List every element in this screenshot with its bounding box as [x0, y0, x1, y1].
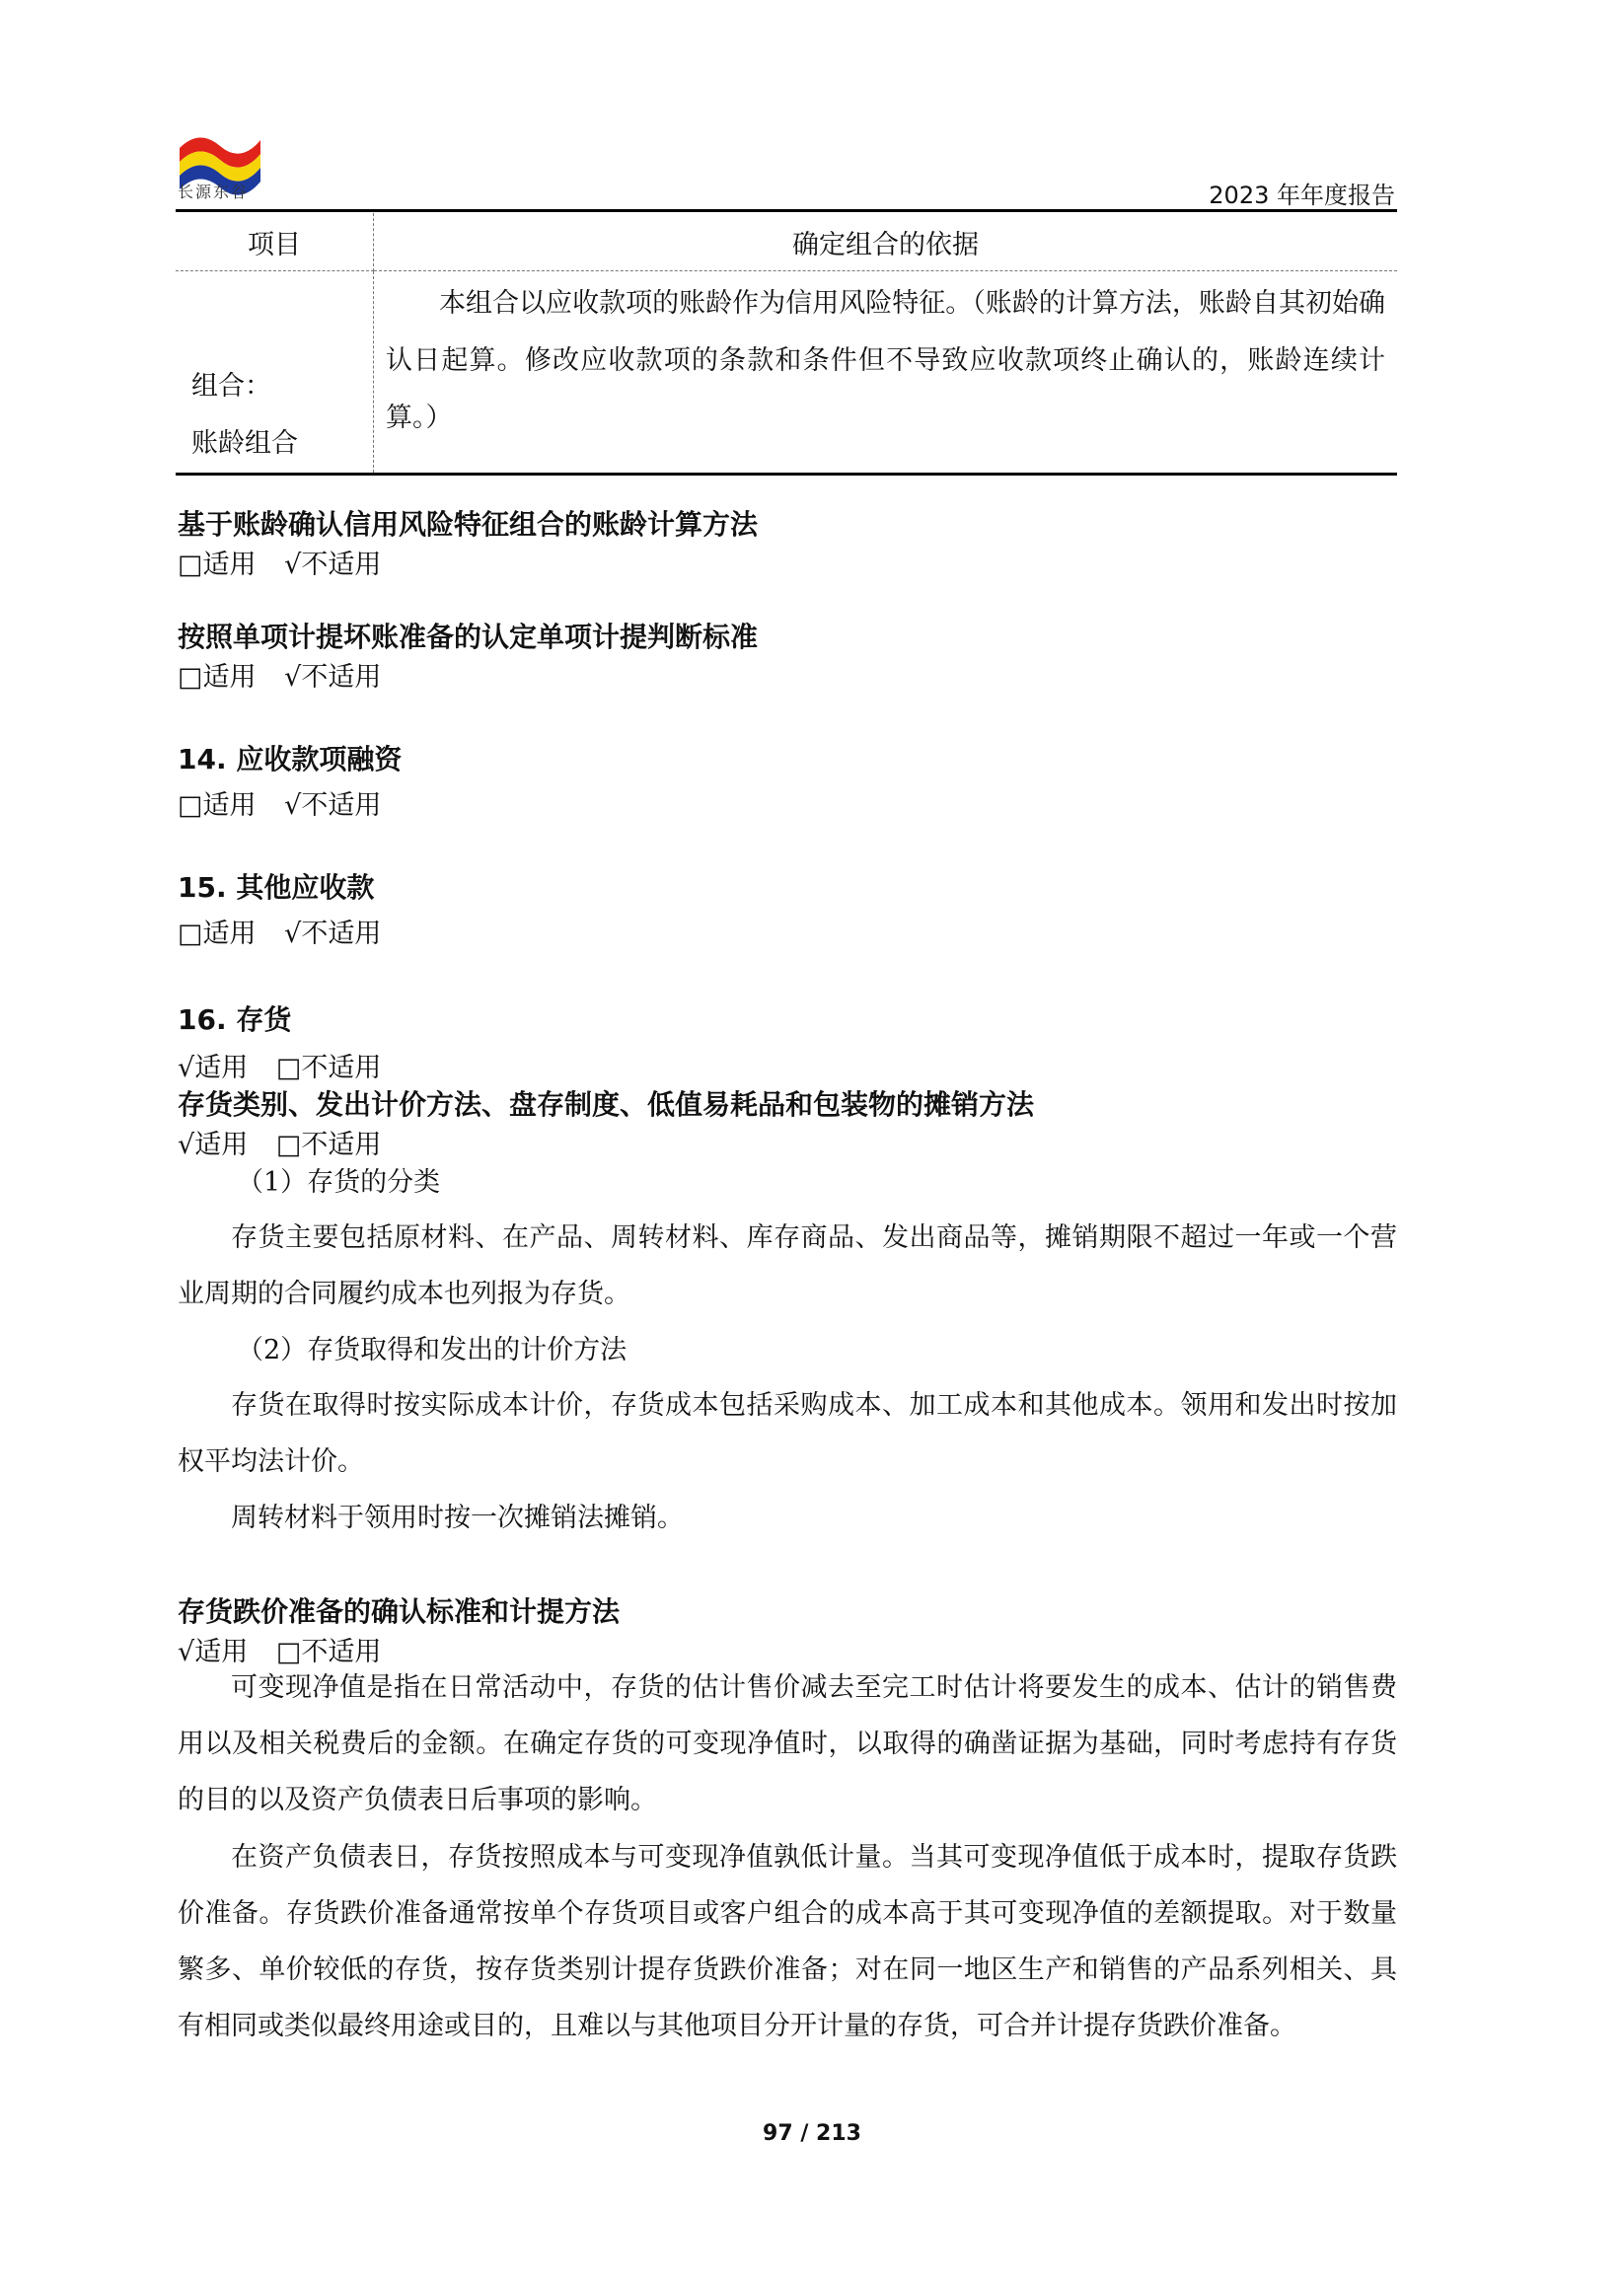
label-applicable: 适用 — [202, 550, 257, 580]
checkmark-icon: √ — [284, 790, 302, 821]
checkmark-icon: √ — [178, 1130, 195, 1160]
checkbox-unchecked-icon: □ — [275, 1053, 302, 1083]
row-label-line1: 组合： — [191, 371, 271, 402]
heading-aging-method: 基于账龄确认信用风险特征组合的账龄计算方法 — [178, 508, 759, 541]
portfolio-basis-table — [176, 213, 1397, 476]
label-not-applicable: 不适用 — [301, 790, 382, 821]
heading-impairment: 存货跌价准备的确认标准和计提方法 — [178, 1595, 621, 1628]
label-not-applicable: 不适用 — [301, 1053, 382, 1083]
option-section-14 — [178, 783, 381, 822]
table-row — [176, 271, 1397, 475]
checkmark-icon: √ — [284, 919, 302, 949]
label-applicable: 适用 — [202, 919, 257, 949]
col-header-basis: 确定组合的依据 — [374, 213, 1398, 271]
option-single-item — [178, 655, 381, 694]
heading-section-16: 16. 存货 — [178, 1003, 292, 1036]
impairment-paragraph-2: 在资产负债表日，存货按照成本与可变现净值孰低计量。当其可变现净值低于成本时，提取存货跌价准备。存货跌价准备通常按单个存货项目或客户组合的成本高于其可变现净值的差额提取。对于数量繁多、单价较低的存货，按存货类别计提存货跌价准备；对在同一地区生产和销售的产品系列相关、具有相同或类似最终用途或目的，且难以与其他项目分开计量的存货，可合并计提存货跌价准备。 — [178, 1842, 1397, 2041]
page-number: 97 / 213 — [763, 2121, 861, 2146]
option-section-16 — [178, 1046, 381, 1084]
label-not-applicable: 不适用 — [301, 919, 382, 949]
inventory-sub1: （1）存货的分类 — [237, 1167, 441, 1198]
checkmark-icon: √ — [178, 1053, 195, 1083]
heading-single-item: 按照单项计提坏账准备的认定单项计提判断标准 — [178, 621, 759, 653]
checkbox-unchecked-icon: □ — [178, 919, 203, 949]
checkmark-icon: √ — [178, 1637, 195, 1667]
label-applicable: 适用 — [202, 662, 257, 693]
checkbox-unchecked-icon: □ — [178, 790, 203, 821]
inventory-sub2: （2）存货取得和发出的计价方法 — [237, 1335, 627, 1365]
table-header-row — [176, 213, 1397, 271]
row-label-line2: 账龄组合 — [191, 428, 298, 459]
option-inventory-methods — [178, 1123, 381, 1161]
col-header-item: 项目 — [176, 213, 374, 271]
label-applicable: 适用 — [194, 1130, 249, 1160]
heading-section-15: 15. 其他应收款 — [178, 871, 375, 904]
label-not-applicable: 不适用 — [301, 1637, 382, 1667]
inventory-paragraph-2: 存货在取得时按实际成本计价，存货成本包括采购成本、加工成本和其他成本。领用和发出时按加权平均法计价。 — [178, 1390, 1397, 1477]
checkbox-unchecked-icon: □ — [275, 1130, 302, 1160]
heading-section-14: 14. 应收款项融资 — [178, 743, 403, 775]
label-applicable: 适用 — [194, 1637, 249, 1667]
checkbox-unchecked-icon: □ — [275, 1637, 302, 1667]
heading-inventory-methods: 存货类别、发出计价方法、盘存制度、低值易耗品和包装物的摊销方法 — [178, 1088, 1035, 1121]
report-title: 2023 年年度报告 — [1209, 182, 1395, 209]
label-applicable: 适用 — [194, 1053, 249, 1083]
label-applicable: 适用 — [202, 790, 257, 821]
checkbox-unchecked-icon: □ — [178, 662, 203, 693]
row-text: 本组合以应收款项的账龄作为信用风险特征。（账龄的计算方法，账龄自其初始确认日起算。修改应收款项的条款和条件但不导致应收款项终止确认的，账龄连续计算。） — [386, 288, 1385, 433]
option-aging-method — [178, 543, 381, 581]
checkmark-icon: √ — [284, 662, 302, 693]
row-label — [176, 271, 373, 473]
row-label-cell — [176, 271, 374, 475]
header-rule — [176, 209, 1397, 212]
option-section-15 — [178, 912, 381, 950]
row-text-cell — [374, 271, 1398, 475]
label-not-applicable: 不适用 — [301, 662, 382, 693]
inventory-paragraph-1: 存货主要包括原材料、在产品、周转材料、库存商品、发出商品等，摊销期限不超过一年或一个营业周期的合同履约成本也列报为存货。 — [178, 1222, 1397, 1309]
label-not-applicable: 不适用 — [301, 1130, 382, 1160]
inventory-paragraph-3: 周转材料于领用时按一次摊销法摊销。 — [231, 1503, 684, 1533]
checkmark-icon: √ — [284, 550, 302, 580]
impairment-paragraph-1: 可变现净值是指在日常活动中，存货的估计售价减去至完工时估计将要发生的成本、估计的销售费用以及相关税费后的金额。在确定存货的可变现净值时，以取得的确凿证据为基础，同时考虑持有存货的目的以及资产负债表日后事项的影响。 — [178, 1672, 1397, 1815]
logo-text: 长源东谷 — [178, 183, 250, 201]
checkbox-unchecked-icon: □ — [178, 550, 203, 580]
label-not-applicable: 不适用 — [301, 550, 382, 580]
